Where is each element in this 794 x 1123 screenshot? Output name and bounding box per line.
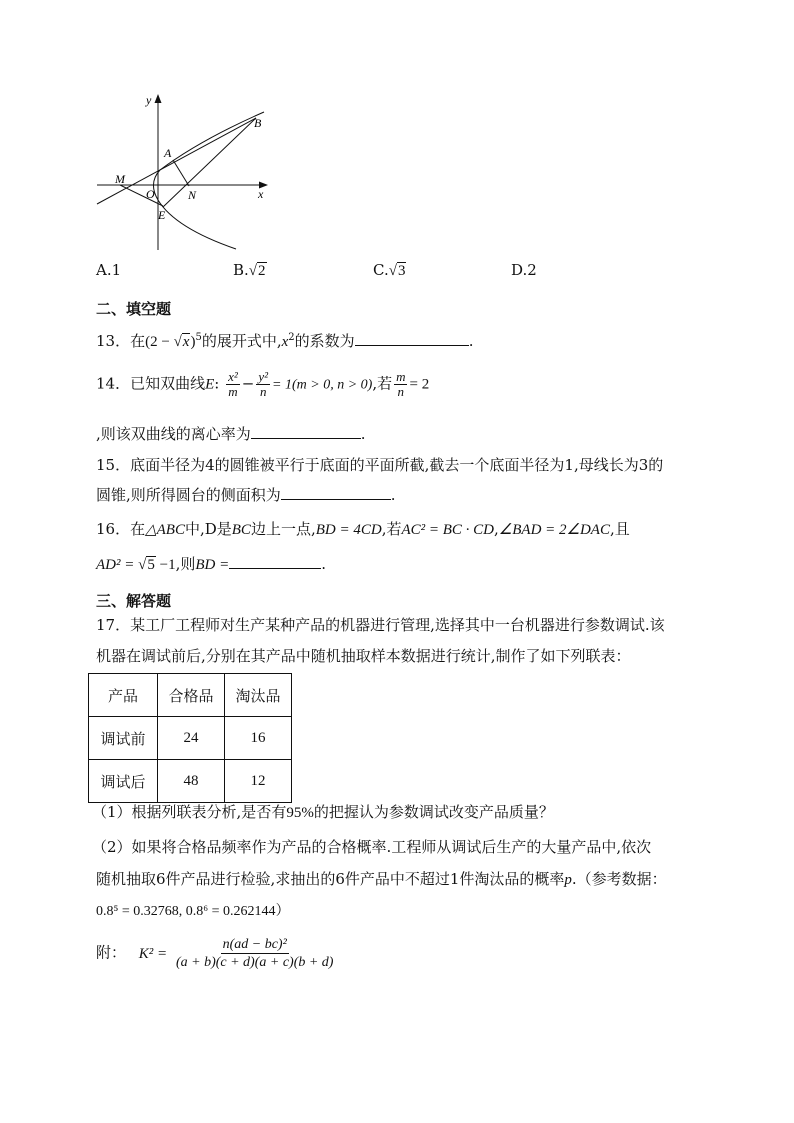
label-a: A: [164, 146, 172, 160]
option-b: B.√2: [233, 261, 266, 279]
label-x: x: [258, 187, 264, 201]
y-axis-arrow: [155, 94, 162, 103]
line-be: [163, 118, 256, 207]
q15-answer-blank[interactable]: [281, 485, 391, 500]
question-16-line2: AD² = √5 −1,则BD = .: [96, 555, 327, 573]
question-17-part1: （1）根据列联表分析,是否有95%的把握认为参数调试改变产品质量？: [92, 803, 554, 821]
line-mb: [97, 118, 256, 204]
section-heading-fill-in: 二、填空题: [96, 300, 172, 318]
question-15-line1: 15．底面半径为4的圆锥被平行于底面的平面所截,截去一个底面半径为1,母线长为3的: [96, 456, 664, 474]
question-17-line2: 机器在调试前后,分别在其产品中随机抽取样本数据进行统计,制作了如下列联表：: [96, 647, 631, 665]
line-an: [173, 160, 189, 186]
q16-answer-blank[interactable]: [229, 554, 321, 569]
option-c: C.√3: [373, 261, 406, 279]
question-15-line2: 圆锥,则所得圆台的侧面积为 .: [96, 486, 396, 504]
question-17-line1: 17．某工厂工程师对生产某种产品的机器进行管理,选择其中一台机器进行参数调试.该: [96, 616, 665, 634]
question-13: 13．在$(2 - √x)^5$的展开式中$,x^2$的系数为 .: [96, 332, 474, 350]
appendix-formula: 附： K² = $\frac{\text{n(ad − bc)²}}{(a + b)(c + d)(a + c)(b + d)}$: [96, 937, 334, 970]
option-d: D.2: [511, 261, 537, 279]
label-e: E: [158, 208, 166, 222]
curve: [153, 112, 264, 249]
question-17-ref-data: 0.8⁵ = 0.32768, 0.8⁶ = 0.262144）: [96, 903, 290, 919]
q13-answer-blank[interactable]: [355, 331, 469, 346]
table-row: [89, 760, 292, 803]
option-a: A.1: [96, 261, 122, 279]
table-header-cell: 产品: [89, 674, 158, 717]
table-cell: 调试前: [89, 717, 158, 760]
label-o: O: [146, 187, 155, 201]
label-b: B: [254, 116, 262, 130]
label-y: y: [146, 93, 152, 107]
section-heading-solution: 三、解答题: [96, 592, 172, 610]
table-cell: 48: [158, 760, 225, 803]
label-n: N: [188, 188, 197, 202]
question-17-part2-line2: 随机抽取6件产品进行检验,求抽出的6件产品中不超过1件淘汰品的概率p.（参考数据：: [96, 870, 667, 888]
question-14-line1: 14．已知双曲线E: $\frac{\text{x²}}{m}$ − $\frac{\text{y²}}{n}$ = 1(m > 0, n > 0),若 $\frac{m}{n}$ = 2: [96, 369, 430, 399]
table-header-cell: 合格品: [158, 674, 225, 717]
q14-answer-blank[interactable]: [251, 424, 361, 439]
table-cell: 16: [225, 717, 292, 760]
hyperbola-parabola-figure: [90, 90, 280, 255]
table-cell: 24: [158, 717, 225, 760]
table-row: [89, 717, 292, 760]
table-cell: 12: [225, 760, 292, 803]
table-header-cell: 淘汰品: [225, 674, 292, 717]
question-16-line1: 16．在△ABC中,D是BC边上一点,BD = 4CD,若AC² = BC · CD,∠BAD = 2∠DAC,且: [96, 520, 630, 538]
question-17-part2-line1: （2）如果将合格品频率作为产品的合格概率.工程师从调试后生产的大量产品中,依次: [92, 838, 652, 856]
table-cell: 调试后: [89, 760, 158, 803]
question-14-line2: ,则该双曲线的离心率为 .: [96, 425, 366, 443]
contingency-table: [88, 673, 292, 803]
table-header-row: [89, 674, 292, 717]
label-m: M: [115, 172, 125, 186]
line-me: [120, 185, 163, 206]
